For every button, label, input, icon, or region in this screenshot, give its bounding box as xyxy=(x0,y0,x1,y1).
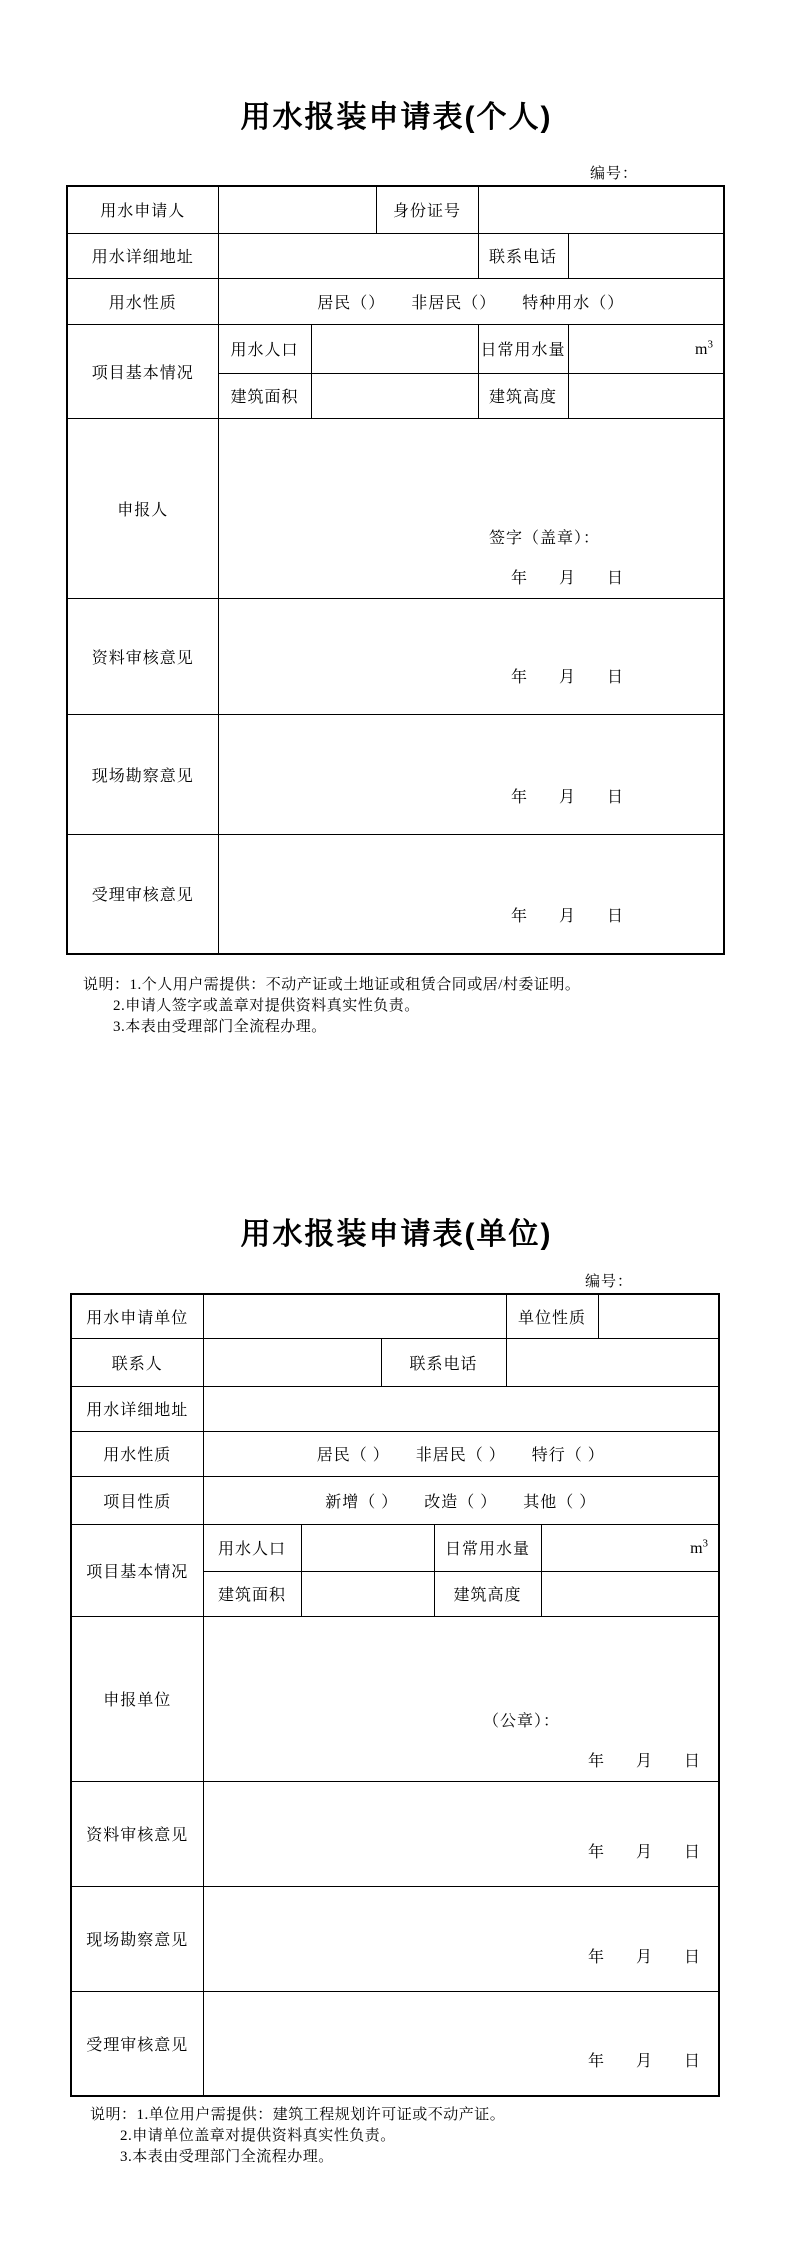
cubic-meter-unit: $m^3$ xyxy=(695,338,713,358)
unit-acceptance-review-area[interactable] xyxy=(203,1991,719,2096)
row-project-nature xyxy=(71,1476,719,1524)
unit-population-input-cell[interactable] xyxy=(301,1524,434,1571)
unit-site-survey-area[interactable] xyxy=(203,1886,719,1991)
note-line-3: 3.本表由受理部门全流程办理。 xyxy=(113,1019,327,1035)
project-nature-label: 项目性质 xyxy=(71,1476,203,1524)
address-input-cell[interactable] xyxy=(218,233,478,278)
row-unit-applicant xyxy=(71,1294,719,1338)
row-unit-address xyxy=(71,1386,719,1431)
row-applicant xyxy=(67,186,724,233)
note-line-3: 3.本表由受理部门全流程办理。 xyxy=(120,2149,334,2165)
individual-serial-label[interactable]: 编号： xyxy=(589,166,638,182)
row-material-review xyxy=(67,598,724,714)
unit-water-nature-options[interactable]: 居民（ ） 非居民（ ） 特行（ ） xyxy=(203,1431,719,1476)
signature-seal-label[interactable]: 签字（盖章）： xyxy=(488,529,600,547)
note-line-1: 说明：1.单位用户需提供：建筑工程规划许可证或不动产证。 xyxy=(90,2107,506,2123)
unit-applicant-label: 用水申请单位 xyxy=(71,1294,203,1338)
row-unit-project-basic-1 xyxy=(71,1524,719,1571)
floor-area-input-cell[interactable] xyxy=(311,373,478,418)
note-line-2: 2.申请人签字或盖章对提供资料真实性负责。 xyxy=(113,998,420,1014)
declarer-area[interactable] xyxy=(218,418,724,598)
unit-material-review-label: 资料审核意见 xyxy=(71,1781,203,1886)
unit-form-table xyxy=(70,1293,720,2097)
unit-project-basic-label: 项目基本情况 xyxy=(71,1524,203,1616)
water-nature-options[interactable]: 居民（） 非居民（） 特种用水（） xyxy=(218,278,724,324)
row-unit-material-review xyxy=(71,1781,719,1886)
applicant-input-cell[interactable] xyxy=(218,186,376,233)
unit-applicant-input-cell[interactable] xyxy=(203,1294,506,1338)
daily-usage-input-cell[interactable] xyxy=(568,324,724,373)
acceptance-review-date-line[interactable]: 年 月 日 xyxy=(510,908,623,925)
unit-acceptance-review-label: 受理审核意见 xyxy=(71,1991,203,2096)
unit-acceptance-review-date-line[interactable]: 年 月 日 xyxy=(588,2053,701,2070)
project-basic-label: 项目基本情况 xyxy=(67,324,218,418)
acceptance-review-label: 受理审核意见 xyxy=(67,834,218,954)
unit-building-height-label: 建筑高度 xyxy=(434,1571,541,1616)
unit-form xyxy=(0,1117,793,2168)
individual-form-table xyxy=(66,185,725,955)
unit-floor-area-label: 建筑面积 xyxy=(203,1571,301,1616)
unit-form-title: 用水报装申请表(单位) xyxy=(240,1218,553,1251)
unit-serial-label[interactable]: 编号： xyxy=(584,1274,633,1290)
declare-unit-date-line[interactable]: 年 月 日 xyxy=(588,1752,701,1770)
row-project-basic-1 xyxy=(67,324,724,373)
declarer-label: 申报人 xyxy=(67,418,218,598)
address-label: 用水详细地址 xyxy=(67,233,218,278)
floor-area-label: 建筑面积 xyxy=(218,373,311,418)
unit-building-height-input-cell[interactable] xyxy=(541,1571,719,1616)
row-site-survey xyxy=(67,714,724,834)
individual-notes xyxy=(83,975,793,1038)
row-contact xyxy=(71,1338,719,1386)
declare-unit-label: 申报单位 xyxy=(71,1616,203,1781)
unit-daily-usage-input-cell[interactable] xyxy=(541,1524,719,1571)
unit-floor-area-input-cell[interactable] xyxy=(301,1571,434,1616)
unit-water-nature-label: 用水性质 xyxy=(71,1431,203,1476)
row-declare-unit xyxy=(71,1616,719,1781)
row-acceptance-review xyxy=(67,834,724,954)
site-survey-area[interactable] xyxy=(218,714,724,834)
unit-address-label: 用水详细地址 xyxy=(71,1386,203,1431)
applicant-label: 用水申请人 xyxy=(67,186,218,233)
note-line-2: 2.申请单位盖章对提供资料真实性负责。 xyxy=(120,2128,396,2144)
unit-population-label: 用水人口 xyxy=(203,1524,301,1571)
daily-usage-label: 日常用水量 xyxy=(478,324,568,373)
declarer-date-line[interactable]: 年 月 日 xyxy=(510,569,623,587)
unit-material-review-date-line[interactable]: 年 月 日 xyxy=(588,1843,701,1861)
project-nature-options[interactable]: 新增（ ） 改造（ ） 其他（ ） xyxy=(203,1476,719,1524)
site-survey-date-line[interactable]: 年 月 日 xyxy=(510,788,623,806)
id-number-input-cell[interactable] xyxy=(478,186,724,233)
note-line-1: 说明：1.个人用户需提供：不动产证或土地证或租赁合同或居/村委证明。 xyxy=(83,977,581,993)
unit-nature-input-cell[interactable] xyxy=(598,1294,719,1338)
declare-unit-area[interactable] xyxy=(203,1616,719,1781)
unit-notes xyxy=(90,2105,793,2168)
row-unit-water-nature xyxy=(71,1431,719,1476)
unit-site-survey-date-line[interactable]: 年 月 日 xyxy=(588,1948,701,1966)
unit-material-review-area[interactable] xyxy=(203,1781,719,1886)
row-unit-site-survey xyxy=(71,1886,719,1991)
population-label: 用水人口 xyxy=(218,324,311,373)
water-nature-label: 用水性质 xyxy=(67,278,218,324)
individual-form-title: 用水报装申请表(个人) xyxy=(240,101,553,134)
acceptance-review-area[interactable] xyxy=(218,834,724,954)
unit-nature-label: 单位性质 xyxy=(506,1294,598,1338)
building-height-label: 建筑高度 xyxy=(478,373,568,418)
building-height-input-cell[interactable] xyxy=(568,373,724,418)
unit-daily-usage-label: 日常用水量 xyxy=(434,1524,541,1571)
contact-label: 联系人 xyxy=(71,1338,203,1386)
phone-input-cell[interactable] xyxy=(568,233,724,278)
material-review-date-line[interactable]: 年 月 日 xyxy=(510,668,623,686)
row-unit-acceptance-review xyxy=(71,1991,719,2096)
unit-phone-label: 联系电话 xyxy=(381,1338,506,1386)
material-review-label: 资料审核意见 xyxy=(67,598,218,714)
cubic-meter-unit: $m^3$ xyxy=(690,1537,709,1557)
population-input-cell[interactable] xyxy=(311,324,478,373)
unit-site-survey-label: 现场勘察意见 xyxy=(71,1886,203,1991)
individual-form xyxy=(0,0,793,1038)
row-address xyxy=(67,233,724,278)
unit-phone-input-cell[interactable] xyxy=(506,1338,719,1386)
contact-input-cell[interactable] xyxy=(203,1338,381,1386)
material-review-area[interactable] xyxy=(218,598,724,714)
row-water-nature xyxy=(67,278,724,324)
row-declarer xyxy=(67,418,724,598)
unit-address-input-cell[interactable] xyxy=(203,1386,719,1431)
phone-label: 联系电话 xyxy=(478,233,568,278)
official-seal-label[interactable]: （公章）： xyxy=(483,1712,561,1730)
site-survey-label: 现场勘察意见 xyxy=(67,714,218,834)
id-number-label: 身份证号 xyxy=(376,186,478,233)
